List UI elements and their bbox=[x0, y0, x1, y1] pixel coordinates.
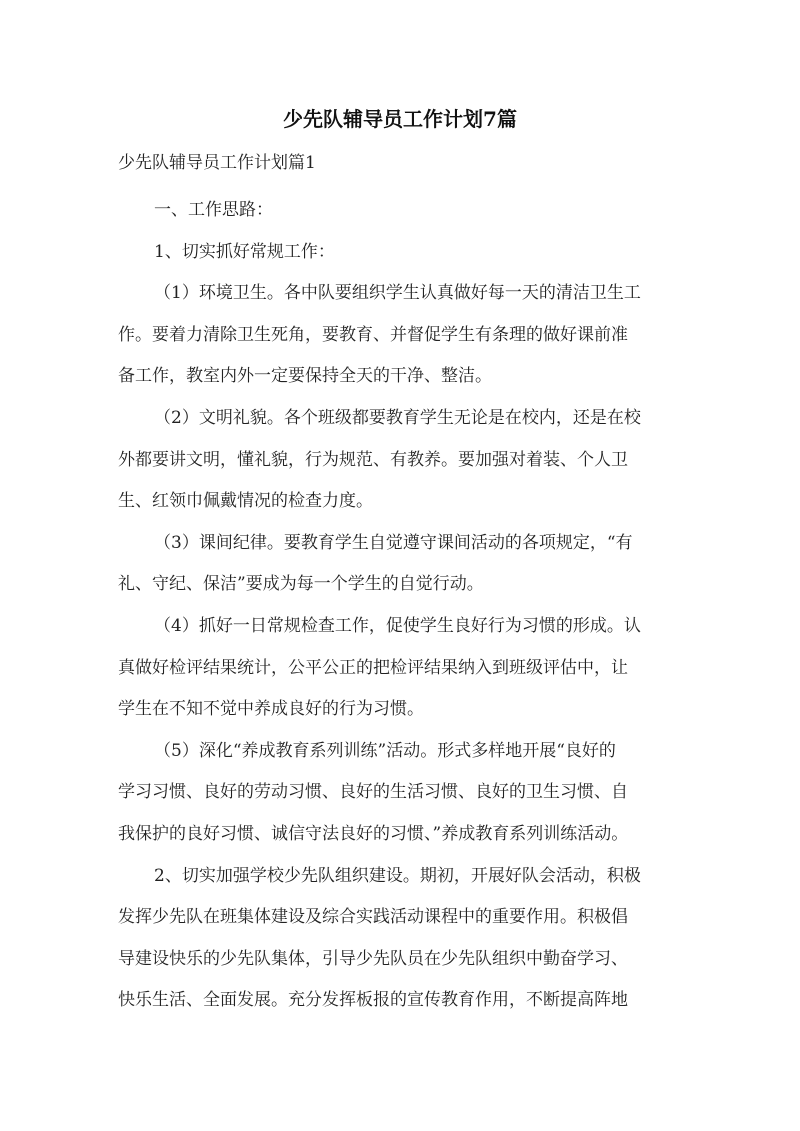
text-line: 生、红领巾佩戴情况的检查力度。 bbox=[118, 491, 373, 512]
text-line: 外都要讲文明，懂礼貌，行为规范、有教养。要加强对着装、个人卫 bbox=[118, 449, 628, 470]
text-line: 备工作，教室内外一定要保持全天的干净、整洁。 bbox=[118, 366, 492, 387]
document-title: 少先队辅导员工作计划7篇 bbox=[283, 107, 517, 131]
text-line: 1、切实抓好常规工作： bbox=[154, 241, 335, 262]
text-line: 学习习惯、良好的劳动习惯、良好的生活习惯、良好的卫生习惯、自 bbox=[118, 782, 628, 803]
text-line: （3）课间纪律。要教育学生自觉遵守课间活动的各项规定，“有 bbox=[154, 532, 633, 553]
text-line: 一、工作思路： bbox=[154, 200, 273, 220]
text-line: 礼、守纪、保洁”要成为每一个学生的自觉行动。 bbox=[118, 574, 484, 595]
text-line: 真做好检评结果统计，公平公正的把检评结果纳入到班级评估中，让 bbox=[118, 657, 628, 678]
text-line: 学生在不知不觉中养成良好的行为习惯。 bbox=[118, 699, 424, 720]
text-line: 快乐生活、全面发展。充分发挥板报的宣传教育作用，不断提高阵地 bbox=[118, 990, 628, 1011]
text-line: 2、切实加强学校少先队组织建设。期初，开展好队会活动，积极 bbox=[154, 865, 641, 886]
document-body bbox=[118, 190, 696, 1022]
text-line: 导建设快乐的少先队集体，引导少先队员在少先队组织中勤奋学习、 bbox=[118, 948, 628, 969]
text-line: 发挥少先队在班集体建设及综合实践活动课程中的重要作用。积极倡 bbox=[118, 907, 628, 928]
text-line: 我保护的良好习惯、诚信守法良好的习惯、”养成教育系列训练活动。 bbox=[118, 823, 629, 844]
text-line: （2）文明礼貌。各个班级都要教育学生无论是在校内，还是在校 bbox=[154, 407, 641, 428]
document-subtitle: 少先队辅导员工作计划篇1 bbox=[118, 153, 316, 173]
text-line: （5）深化“养成教育系列训练”活动。形式多样地开展“良好的 bbox=[154, 740, 616, 761]
text-line: （1）环境卫生。各中队要组织学生认真做好每一天的清洁卫生工 bbox=[154, 283, 641, 304]
text-line: （4）抓好一日常规检查工作，促使学生良好行为习惯的形成。认 bbox=[154, 615, 641, 636]
text-line: 作。要着力清除卫生死角，要教育、并督促学生有条理的做好课前准 bbox=[118, 324, 628, 345]
